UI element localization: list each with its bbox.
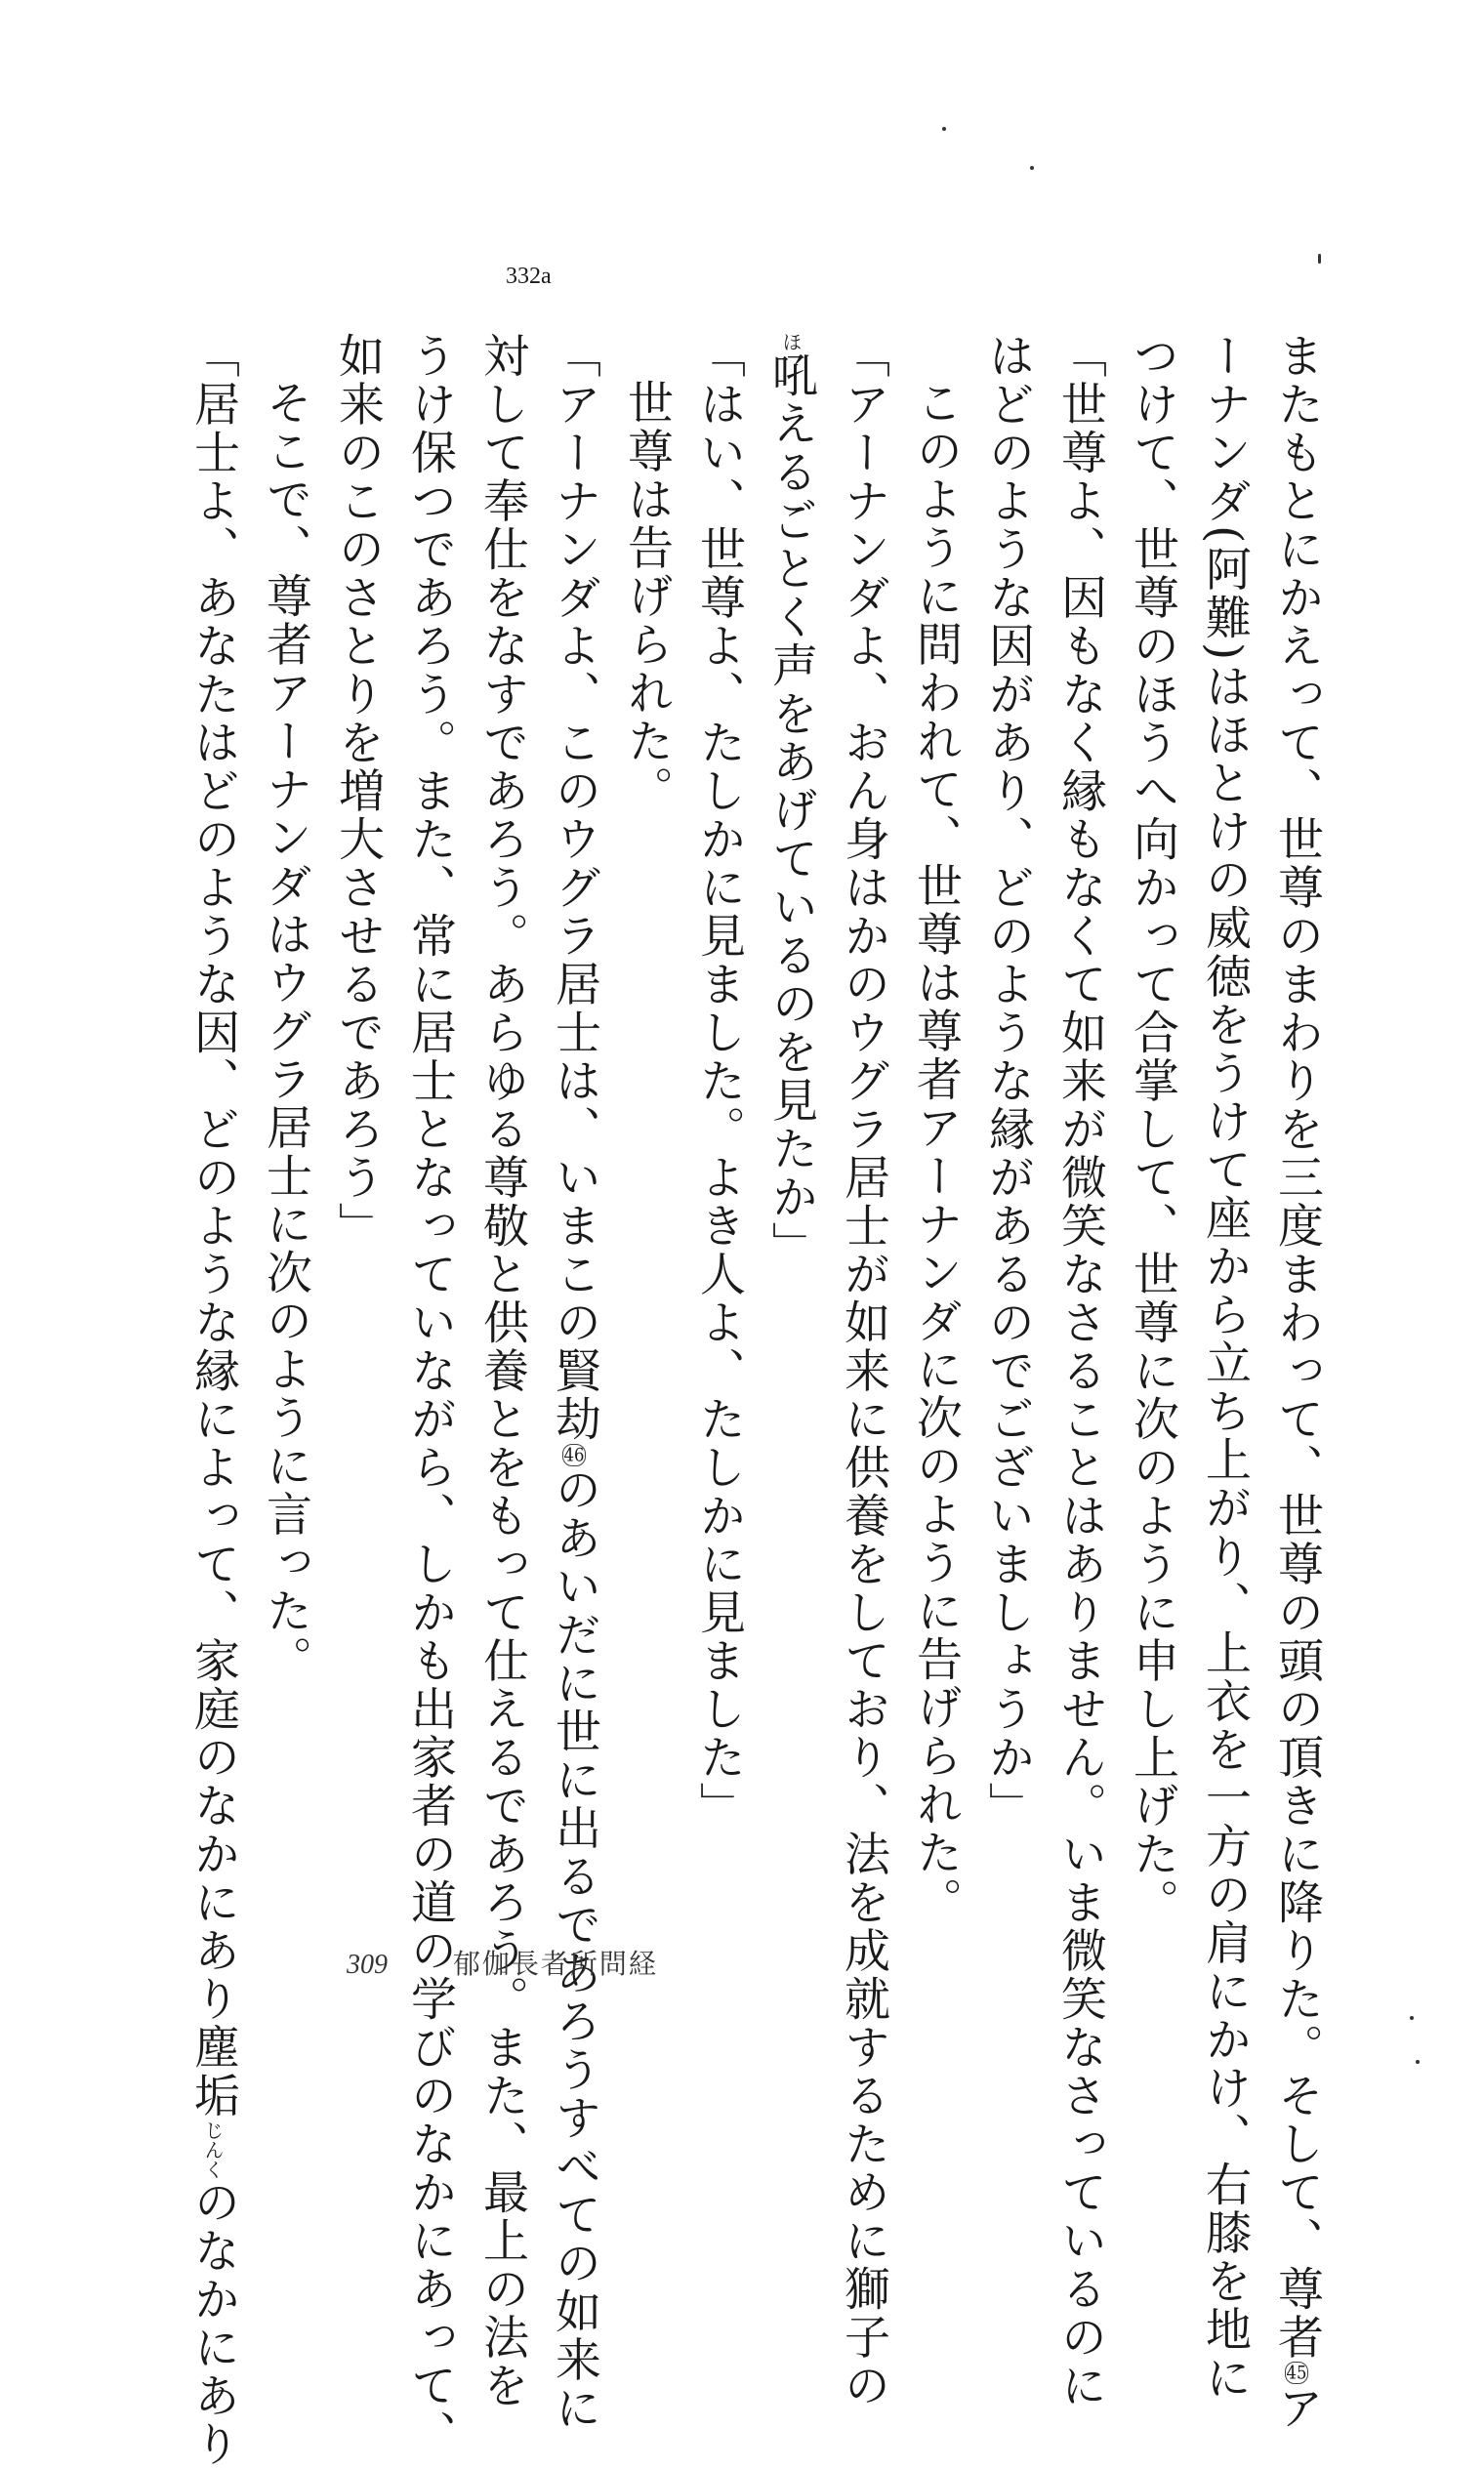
- text-column-2: ーナンダ(阿難)はほとけの威徳をうけて座から立ち上がり、上衣を一方の肩にかけ、右膝を地に: [1198, 332, 1252, 2403]
- text-column-7: 「アーナンダよ、おん身はかのウグラ居士が如来に供養をしており、法を成就するために獅子の: [837, 332, 890, 2410]
- text-column-15: そこで、尊者アーナンダはウグラ居士に次のように言った。: [259, 379, 312, 1684]
- text-column-6: このように問われて、世尊は尊者アーナンダに次のように告げられた。: [909, 379, 963, 1925]
- scan-speck: [1416, 2060, 1420, 2064]
- footnote-marker-46: 46: [563, 1445, 585, 1464]
- page-footer: [347, 1943, 658, 1982]
- footnote-marker-45: 45: [1286, 2364, 1307, 2382]
- scan-speck: [942, 127, 946, 131]
- text-column-3: つけて、世尊のほうへ向かって合掌して、世尊に次のように申し上げた。: [1126, 332, 1179, 1927]
- text-column-5: はどのような因があり、どのような縁があるのでございましょうか」: [981, 332, 1035, 1831]
- scan-speck: [1318, 254, 1321, 264]
- text-column-11: 「アーナンダよ、このウグラ居士は、いまこの賢劫46のあいだに世に出るであろうすべての如来に: [548, 332, 601, 2433]
- scan-speck: [1030, 166, 1034, 170]
- ruby-reading-jinku: じんく: [201, 2119, 225, 2179]
- running-title: 郁伽長者所問経: [452, 1948, 658, 1980]
- text-column-14: 如来のこのさとりを増大させるであろう」: [331, 332, 385, 1251]
- page-number: 309: [347, 1950, 388, 1980]
- scan-speck: [1410, 2016, 1414, 2020]
- text-column-4: 「世尊よ、因もなく縁もなくて如来が微笑なさることはありません。いま微笑なさっているのに: [1053, 332, 1107, 2410]
- text-column-12: 対して奉仕をなすであろう。あらゆる尊敬と供養とをもって仕えるであろう。また、最上の法を: [475, 332, 529, 2410]
- text-column-16: 「居士よ、あなたはどのような因、どのような縁によって、家庭のなかにあり塵垢じんくのなかにあり: [186, 332, 240, 2469]
- text-column-13: うけ保つであろう。また、常に居士となっていながら、しかも出家者の道の学びのなかにあって、: [403, 332, 457, 2458]
- section-marker: 332a: [506, 264, 552, 289]
- ruby-reading: ほ: [779, 332, 803, 351]
- text-column-8: ほ吼えるごとく声をあげているのを見たか」: [764, 332, 818, 1270]
- text-column-1: またもとにかえって、世尊のまわりを三度まわって、世尊の頭の頂きに降りた。そして、尊者45ア: [1270, 332, 1324, 2433]
- text-column-9: 「はい、世尊よ、たしかに見ました。よき人よ、たしかに見ました」: [692, 332, 746, 1831]
- text-column-10: 世尊は告げられた。: [620, 379, 674, 814]
